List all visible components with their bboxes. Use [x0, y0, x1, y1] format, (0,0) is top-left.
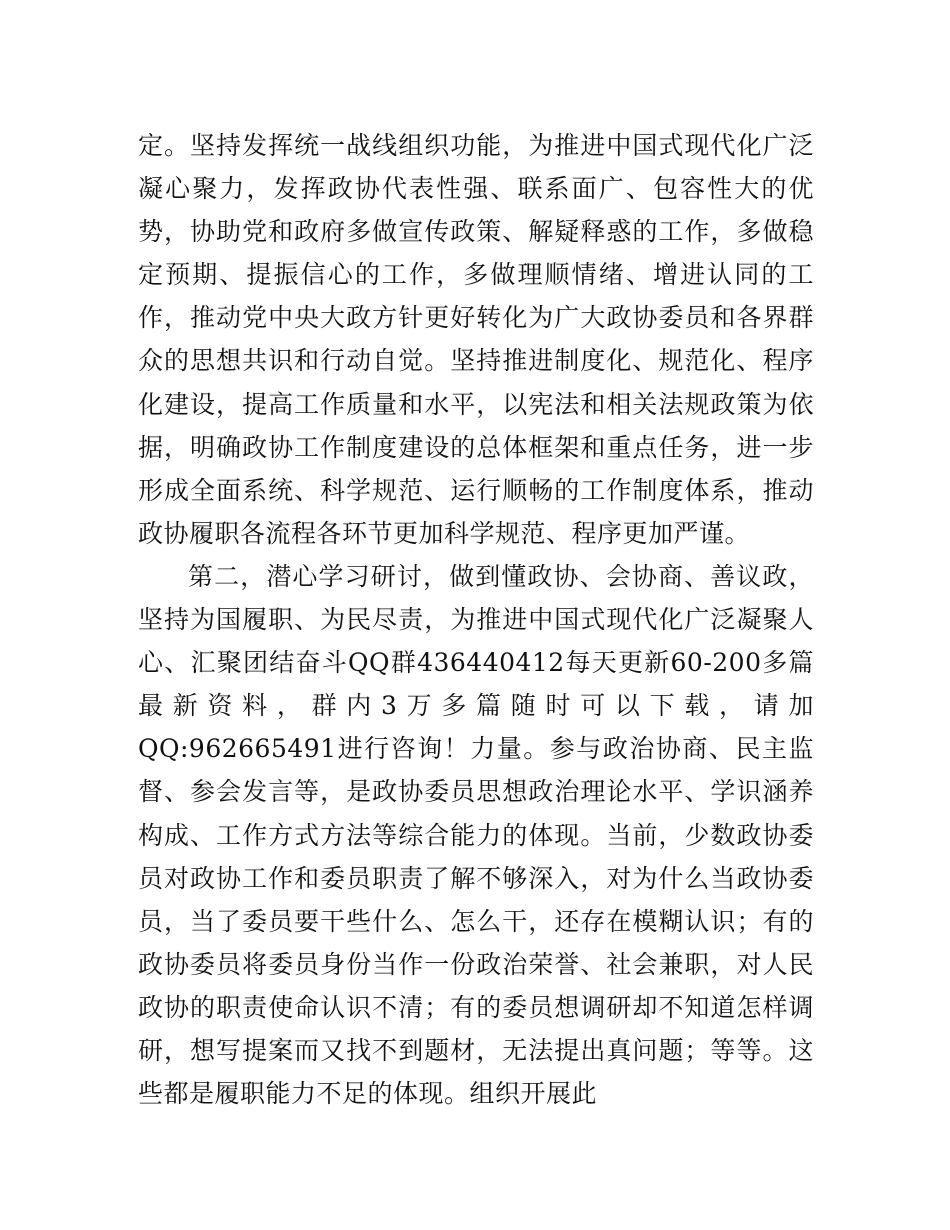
paragraph-second-point: 第二，潜心学习研讨，做到懂政协、会协商、善议政，坚持为国履职、为民尽责，为推进中国式现代化广泛凝聚人心、汇聚团结奋斗QQ群436440412每天更新60-200多篇最新资料，群内3万多篇随时可以下载，请加QQ:962665491进行咨询！力量。参与政治协商、民主监督、参会发言等，是政协委员思想政治理论水平、学识涵养构成、工作方式方法等综合能力的体现。当前，少数政协委员对政协工作和委员职责了解不够深入，对为什么当政协委员，当了委员要干些什么、怎么干，还存在模糊认识；有的政协委员将委员身份当作一份政治荣誉、社会兼职，对人民政协的职责使命认识不清；有的委员想调研却不知道怎样调研，想写提案而又找不到题材，无法提出真问题；等等。这些都是履职能力不足的体现。组织开展此: [138, 561, 814, 1109]
paragraph-continuation: 定。坚持发挥统一战线组织功能，为推进中国式现代化广泛凝心聚力，发挥政协代表性强、联系面广、包容性大的优势，协助党和政府多做宣传政策、解疑释惑的工作，多做稳定预期、提振信心的工作，多做理顺情绪、增进认同的工作，推动党中央大政方针更好转化为广大政协委员和各界群众的思想共识和行动自觉。坚持推进制度化、规范化、程序化建设，提高工作质量和水平，以宪法和相关法规政策为依据，明确政协工作制度建设的总体框架和重点任务，进一步形成全面系统、科学规范、运行顺畅的工作制度体系，推动政协履职各流程各环节更加科学规范、程序更加严谨。: [138, 131, 814, 548]
document-body: [138, 124, 814, 1115]
